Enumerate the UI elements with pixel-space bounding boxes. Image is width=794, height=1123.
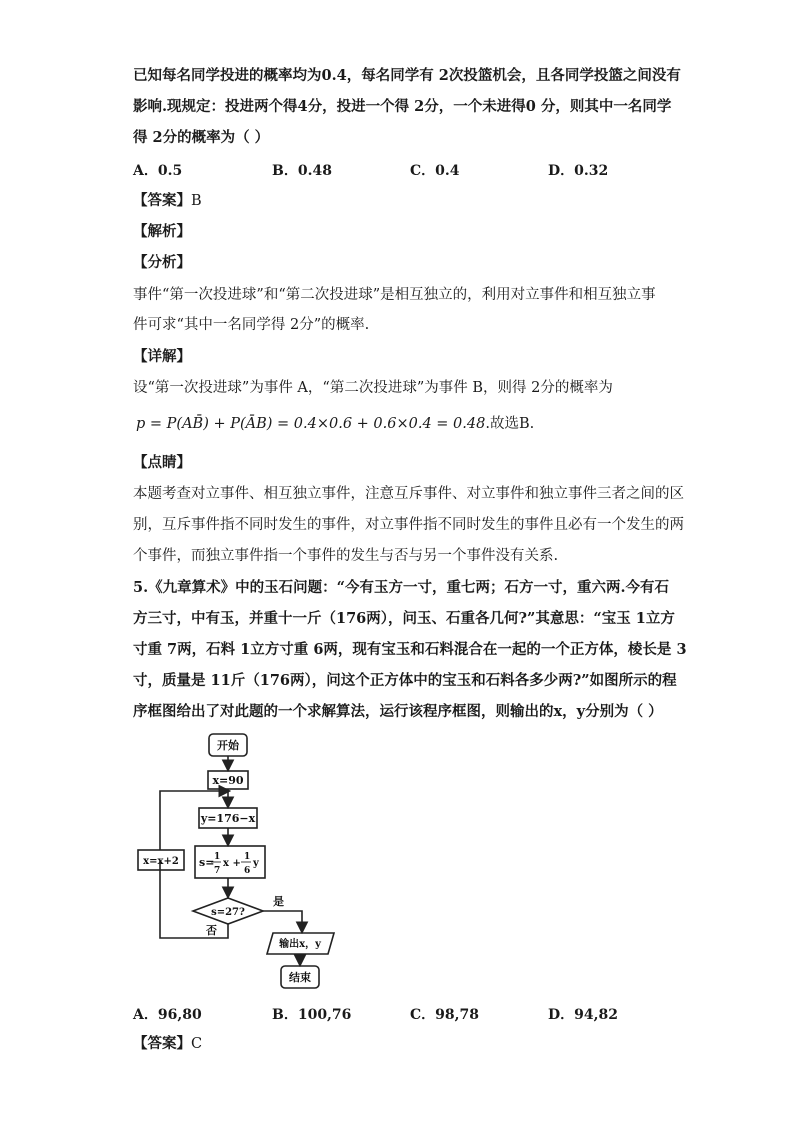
q5-option-b: B．100,76 [272, 1007, 352, 1023]
frac-num-2: 1 [244, 852, 251, 862]
frac-den-2: 6 [244, 866, 251, 876]
analysis-tag: 【解析】 [133, 223, 191, 240]
answer-value: B [191, 193, 202, 209]
dianjing-tag: 【点睛】 [133, 454, 191, 471]
flow-calc-s-prefix: s= [199, 856, 215, 869]
flow-end-label: 结束 [289, 971, 311, 984]
dianjing-line-1: 本题考查对立事件、相互独立事件，注意互斥事件、对立事件和独立事件三者之间的区 [133, 486, 684, 502]
frac-num-1: 1 [214, 852, 221, 862]
formula: p = P(AB̄) + P(ĀB) = 0.4×0.6 + 0.6×0.4 = 0.48 [136, 416, 486, 432]
q5-line-1: 5.《九章算术》中的玉石问题：“今有玉方一寸，重七两；石方一寸，重六两.今有石 [133, 579, 670, 596]
q5-line-4: 寸，质量是 11斤（176两），问这个正方体中的宝玉和石料各多少两?”如图所示的程 [133, 672, 677, 689]
q5-line-2: 方三寸，中有玉，并重十一斤（176两），问玉、石重各几何?”其意思：“宝玉 1立方 [133, 610, 675, 627]
q5-answer-value: C [191, 1036, 203, 1052]
q5-answer-tag: 【答案】 [133, 1035, 191, 1052]
flow-calc-y-label: y=176−x [200, 812, 256, 825]
q4-line-2: 影响.现规定：投进两个得4分，投进一个得 2分，一个未进得0 分，则其中一名同学 [133, 98, 672, 115]
q4-option-d: D．0.32 [548, 163, 609, 179]
formula-tail: .故选B. [485, 416, 535, 432]
flow-output-label: 输出x，y [279, 939, 321, 950]
flow-calc-s-y: y [253, 858, 259, 869]
fenxi-line-1: 事件“第一次投进球”和“第二次投进球”是相互独立的，利用对立事件和相互独立事 [133, 287, 656, 303]
flow-start-label: 开始 [217, 739, 239, 752]
q5-answer [133, 1034, 202, 1054]
flow-init-label: x=90 [212, 774, 244, 787]
q5-line-5: 序框图给出了对此题的一个求解算法，运行该程序框图，则输出的x，y分别为（ ） [133, 703, 663, 720]
formula-line [136, 414, 534, 434]
q4-option-a: A．0.5 [133, 163, 183, 179]
q5-line-3: 寸重 7两，石料 1立方寸重 6两，现有宝玉和石料混合在一起的一个正方体，棱长是 3 [133, 641, 687, 658]
flow-increment-label: x=x+2 [143, 856, 179, 867]
q5-option-d: D．94,82 [548, 1007, 618, 1023]
q4-option-b: B．0.48 [272, 163, 332, 179]
q4-line-1: 已知每名同学投进的概率均为0.4，每名同学有 2次投篮机会，且各同学投篮之间没有 [133, 67, 681, 84]
flowchart [130, 728, 360, 1000]
q5-option-c: C．98,78 [410, 1007, 479, 1023]
xiangjie-line: 设“第一次投进球”为事件 A，“第二次投进球”为事件 B，则得 2分的概率为 [133, 380, 613, 396]
xiangjie-tag: 【详解】 [133, 348, 191, 365]
answer-tag: 【答案】 [133, 192, 191, 209]
fenxi-line-2: 件可求“其中一名同学得 2分”的概率. [133, 317, 370, 333]
q5-option-a: A．96,80 [133, 1007, 202, 1023]
dianjing-line-2: 别，互斥事件指不同时发生的事件，对立事件指不同时发生的事件且必有一个发生的两 [133, 517, 684, 533]
flow-decision-label: s=27? [211, 907, 245, 918]
dianjing-line-3: 个事件，而独立事件指一个事件的发生与否与另一个事件没有关系. [133, 548, 559, 564]
frac-den-1: 7 [214, 866, 221, 876]
q4-line-3: 得 2分的概率为（ ） [133, 129, 270, 146]
q4-option-c: C．0.4 [410, 163, 460, 179]
flow-no-label: 否 [206, 924, 217, 937]
fenxi-tag: 【分析】 [133, 254, 191, 271]
flow-yes-label: 是 [273, 895, 284, 908]
q4-answer [133, 191, 202, 211]
flow-calc-s-x: x + [223, 858, 241, 869]
